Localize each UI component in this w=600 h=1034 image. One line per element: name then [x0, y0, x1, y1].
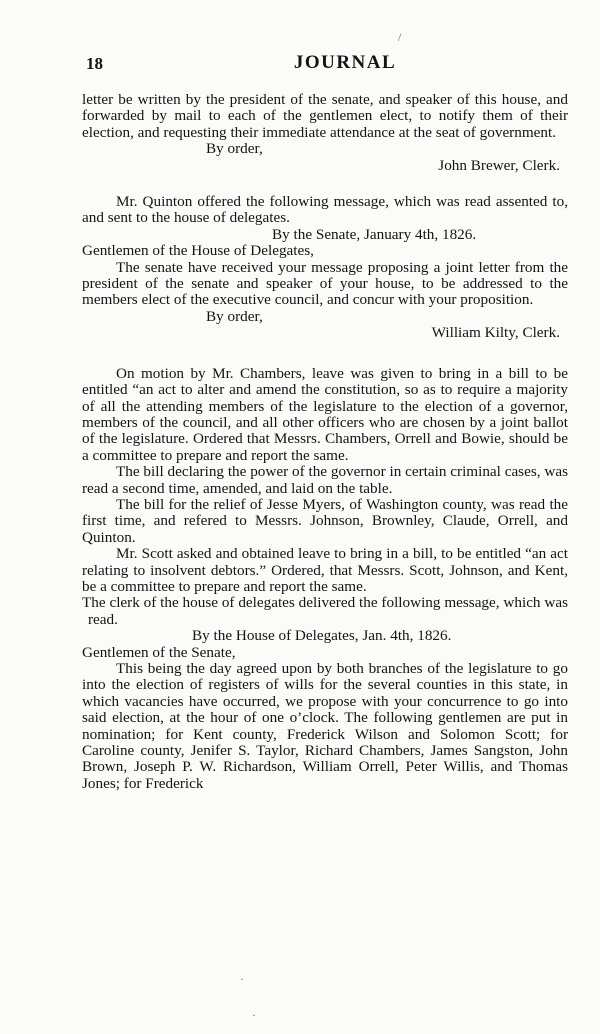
paragraph-clerk-message: The clerk of the house of delegates delivered the following message, which was read. — [82, 594, 568, 628]
page-number: 18 — [86, 54, 103, 73]
salutation-senate: Gentlemen of the Senate, — [82, 643, 236, 661]
by-order-line: By order, — [206, 140, 263, 158]
delegates-dateline: By the House of Delegates, Jan. 4th, 1826. — [192, 627, 452, 645]
paragraph-myers-bill: The bill for the relief of Jesse Myers, of Washington county, was read the first time, and refered to Messrs. Johnson, Brownley, Claude, Orrell, and Quinton. — [82, 495, 568, 546]
running-head: JOURNAL — [293, 52, 397, 73]
senate-dateline: By the Senate, January 4th, 1826. — [272, 225, 477, 243]
salutation-delegates: Gentlemen of the House of Delegates, — [82, 242, 314, 260]
ink-speck: · — [240, 972, 244, 986]
by-order-line-2: By order, — [206, 307, 263, 325]
paragraph-governor-bill: The bill declaring the power of the governor in certain criminal cases, was read a second time, amended, and laid on the table. — [82, 463, 568, 497]
paragraph-letter-continuation: letter be written by the president of the senate, and speaker of this house, and forwarded by mail to each of the gentlemen elect, to notify them of their election, and requesting their immediate attendance at the seat of government. — [82, 91, 568, 141]
senate-message-body: The senate have received your message proposing a joint letter from the president of the senate and speaker of your house, to be addressed to the members elect of the executive council, and concur with your proposition. — [82, 258, 568, 309]
ink-speck: / — [398, 30, 402, 44]
paragraph-chambers-motion: On motion by Mr. Chambers, leave was given to bring in a bill to be entitled “an act to alter and amend the constitution, so as to require a majority of all the attending members of the legislature to the election of a governor, members of the council, and all other officers who are chosen by a joint ballot of the legislature. Ordered that Messrs. Chambers, Orrell and Bowie, should be a committee to prepare and report the same. — [82, 364, 568, 464]
page-header — [86, 52, 570, 78]
paragraph-scott-bill: Mr. Scott asked and obtained leave to bring in a bill, to be entitled “an act relating to insolvent debtors.” Ordered, that Messrs. Scott, Johnson, and Kent, be a committee to prepare and report the same. — [82, 545, 568, 595]
clerk-signature: John Brewer, Clerk. — [438, 156, 560, 174]
ink-speck: · — [252, 1008, 256, 1022]
delegates-message-body: This being the day agreed upon by both branches of the legislature to go into the election of registers of wills for the several counties in this state, in which vacancies have occurred, we propose with your concurrence to go into said election, at the hour of one o’clock. The following gentlemen are put in nomination; for Kent county, Frederick Wilson and Solomon Scott; for Caroline county, Jenifer S. Taylor, Richard Chambers, James Sangston, John Brown, Joseph P. W. Richardson, William Orrell, Peter Willis, and Thomas Jones; for Frederick — [82, 660, 568, 792]
spacer — [82, 174, 568, 194]
clerk-signature-2: William Kilty, Clerk. — [431, 324, 560, 342]
paragraph-quinton-message: Mr. Quinton offered the following message, which was read assented to, and sent to the house of delegates. — [82, 193, 568, 227]
spacer — [82, 342, 568, 366]
page-body — [82, 92, 568, 792]
